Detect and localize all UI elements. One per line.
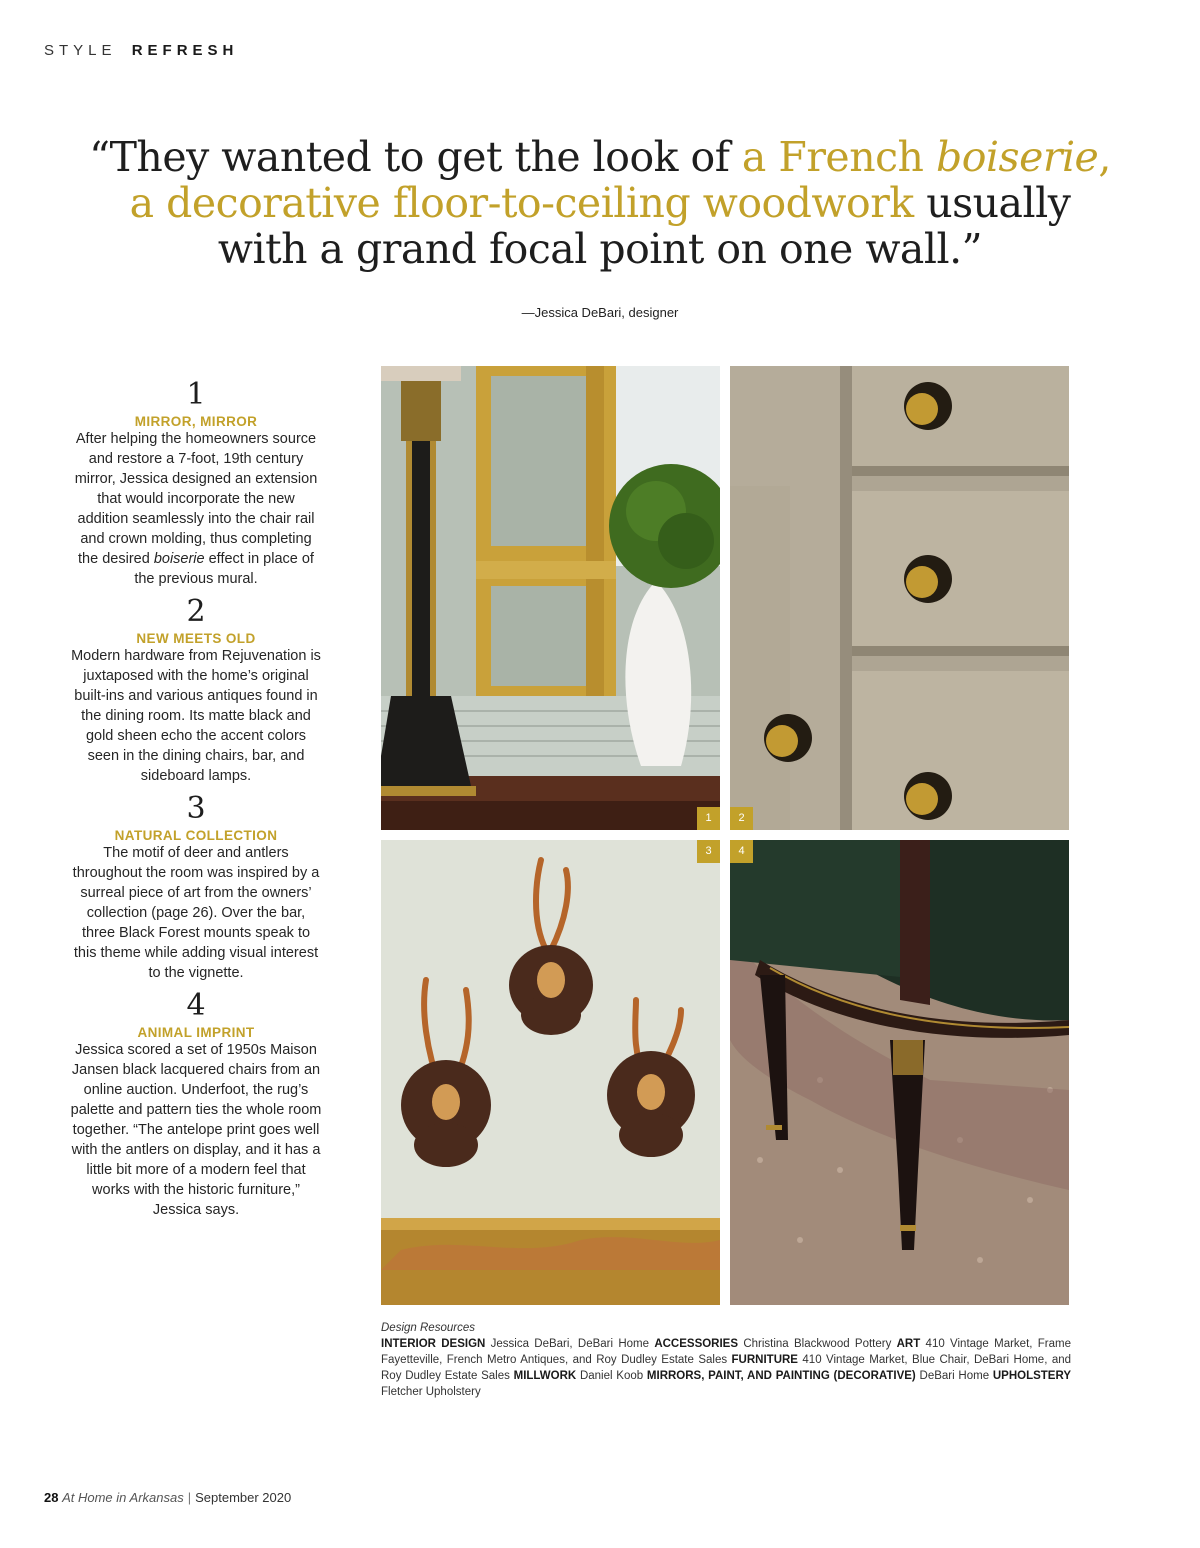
credit-text: 410 Vintage Market, Blue Chair, DeBari Home, and Roy Dudley Estate Sales — [381, 1354, 1072, 1382]
credit-text: Fletcher Upholstery — [381, 1386, 481, 1398]
credit-role: MIRRORS, PAINT, AND PAINTING (DECORATIVE) — [646, 1370, 916, 1382]
design-resources — [381, 1320, 1071, 1400]
quote-attribution: —Jessica DeBari, designer — [521, 305, 679, 320]
issue-date: September 2020 — [195, 1490, 292, 1505]
credit-text: DeBari Home — [915, 1370, 993, 1382]
photo-tag: 3 — [697, 840, 720, 863]
note-body: After helping the homeowners source and restore a 7-foot, 19th century mirror, Jessica designed an extension that would incorporate the new addition seamlessly into the chair rail and crown molding, thus completing the desired boiserie effect in place of the previous mural. — [74, 431, 318, 587]
note-body: Jessica scored a set of 1950s Maison Jansen black lacquered chairs from an online auction. Underfoot, the rug’s palette and pattern ties the whole room together. “The antelope print goes well with the antlers on display, and it has a little bit more of a modern feel that works with the historic furniture,” Jessica says. — [70, 1042, 322, 1218]
quote-highlight-italic: boiserie — [936, 133, 1099, 181]
note-number: 4 — [186, 988, 206, 1023]
note-heading: ANIMAL IMPRINT — [137, 1025, 255, 1040]
page-footer — [44, 1490, 291, 1505]
photo-drawer-knobs — [730, 366, 1069, 830]
numbered-notes — [70, 378, 322, 1226]
photo-chair-rug — [730, 840, 1069, 1305]
quote-highlight-end: , — [1098, 133, 1111, 181]
quote-text-3: with a grand focal point on one wall.” — [217, 225, 983, 273]
photo-tag: 4 — [730, 840, 753, 863]
credits-label: Design Resources — [381, 1322, 475, 1334]
credit-text: 410 Vintage Market, Frame Fayetteville, French Metro Antiques, and Roy Dudley Estate Sales — [381, 1338, 1071, 1366]
quote-text-2: usually — [913, 179, 1071, 227]
note-number: 3 — [186, 791, 206, 826]
note-item — [70, 792, 322, 983]
credit-text: Christina Blackwood Pottery — [738, 1338, 897, 1350]
note-body: The motif of deer and antlers throughout the room was inspired by a surreal piece of art from the owners’ collection (page 26). Over the bar, three Black Forest mounts speak to this theme while adding visual interest to the vignette. — [72, 845, 320, 981]
credit-role: ACCESSORIES — [654, 1338, 739, 1350]
note-item — [70, 378, 322, 589]
publication-name: At Home in Arkansas — [62, 1490, 184, 1505]
note-body: Modern hardware from Rejuvenation is juxtaposed with the home’s original built-ins and various antiques found in the dining room. Its matte black and gold sheen echo the accent colors seen in the dining chairs, bar, and sideboard lamps. — [71, 648, 321, 784]
footer-separator: | — [187, 1490, 192, 1505]
note-heading: NEW MEETS OLD — [136, 631, 256, 646]
pull-quote — [80, 134, 1120, 272]
note-item — [70, 595, 322, 786]
note-heading: MIRROR, MIRROR — [134, 414, 258, 429]
photo-tag: 1 — [697, 807, 720, 830]
photo-antler-mounts — [381, 840, 720, 1305]
credit-text: Daniel Koob — [576, 1370, 647, 1382]
note-item — [70, 989, 322, 1220]
section-label: STYLE — [44, 42, 117, 59]
note-heading: NATURAL COLLECTION — [114, 828, 278, 843]
credit-role: ART — [896, 1338, 921, 1350]
quote-highlight-2: a decorative floor-to-ceiling woodwork — [129, 179, 914, 227]
page-number: 28 — [44, 1490, 59, 1505]
photo-mirror-lamp — [381, 366, 720, 830]
credit-role: INTERIOR DESIGN — [381, 1338, 486, 1350]
section-label-bold: REFRESH — [131, 42, 239, 59]
note-number: 2 — [186, 594, 206, 629]
section-kicker — [44, 42, 238, 59]
quote-text: “They wanted to get the look of — [89, 133, 742, 181]
quote-highlight: a French — [741, 133, 936, 181]
credit-text: Jessica DeBari, DeBari Home — [485, 1338, 655, 1350]
photo-tag: 2 — [730, 807, 753, 830]
credit-role: UPHOLSTERY — [992, 1370, 1072, 1382]
credit-role: MILLWORK — [513, 1370, 577, 1382]
credit-role: FURNITURE — [731, 1354, 798, 1366]
note-number: 1 — [186, 377, 206, 412]
